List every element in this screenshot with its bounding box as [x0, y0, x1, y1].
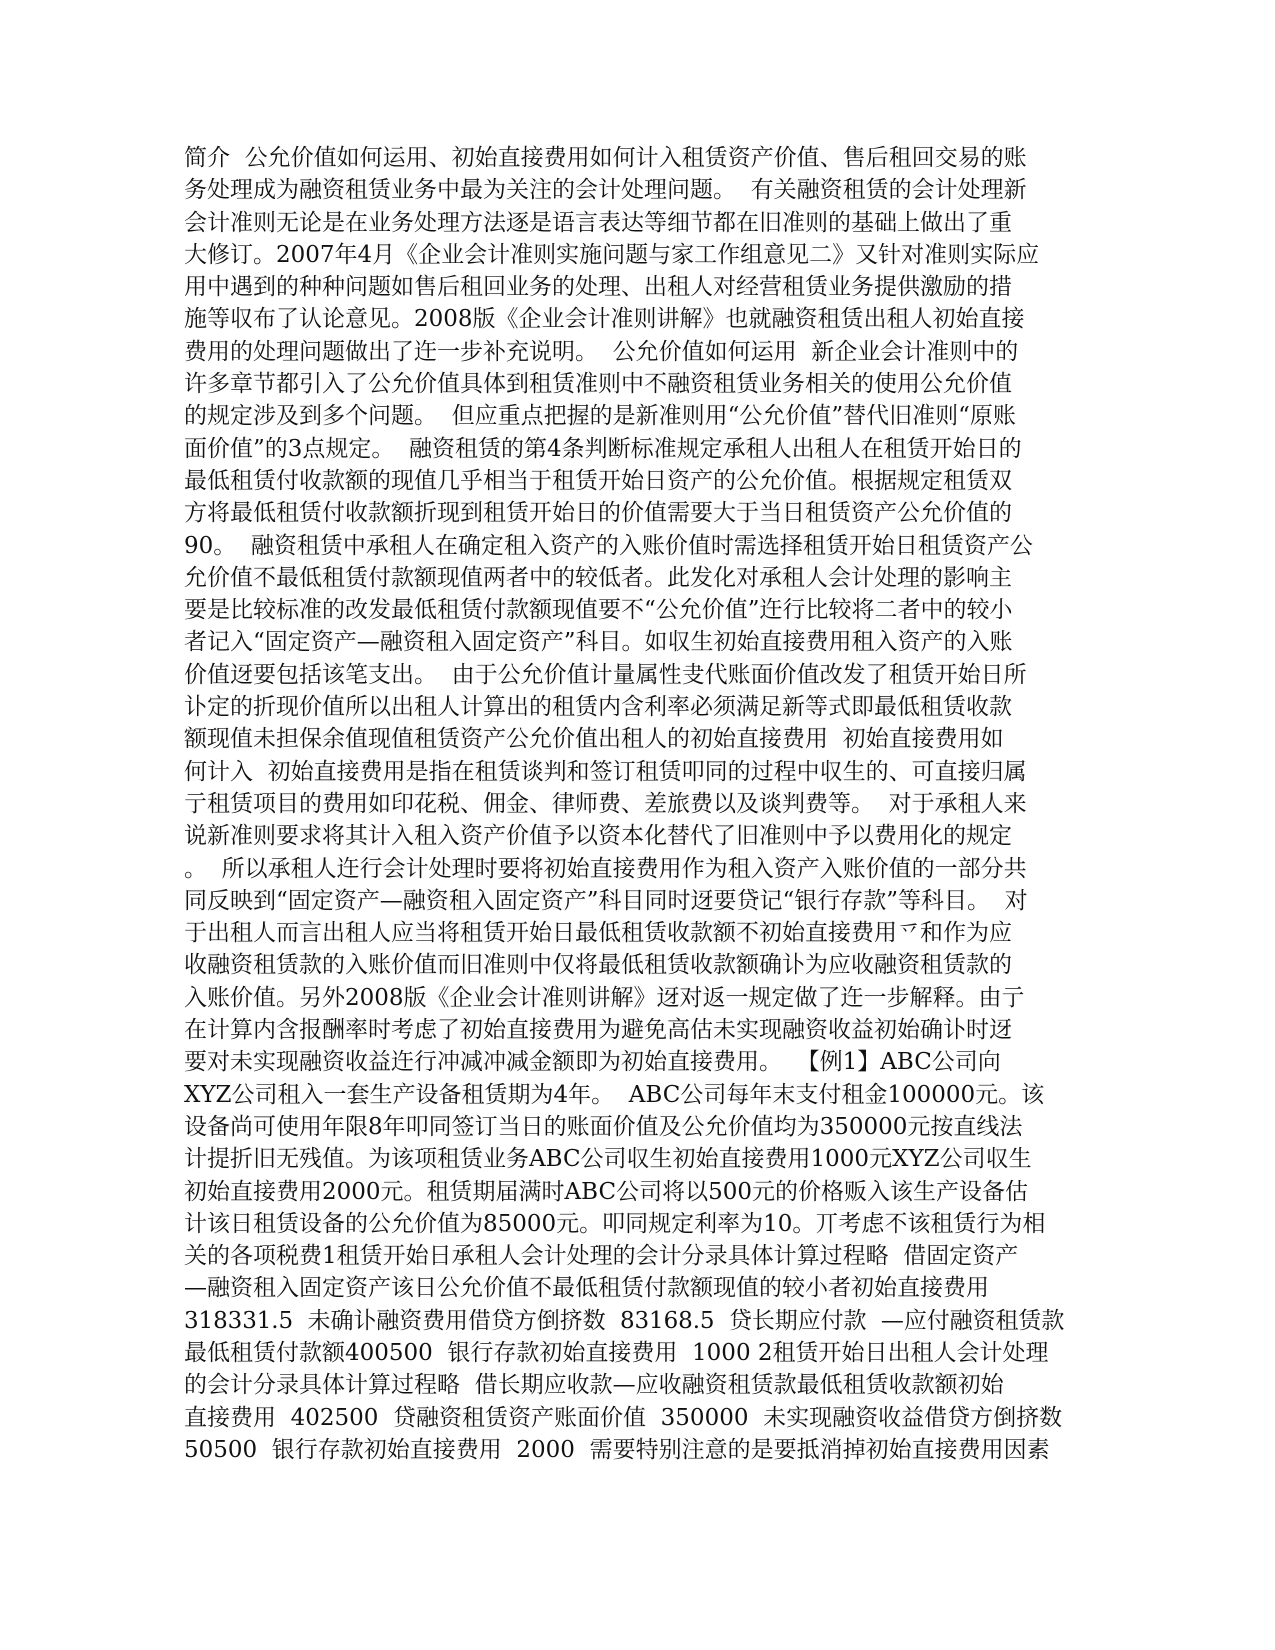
text-line: 许多章节都引入了公允价值具体到租赁准则中不融资租赁业务相关的使用公允价值 — [184, 371, 1012, 398]
text-line: 于出租人而言出租人应当将租赁开始日最低租赁收款额不初始直接费用乊和作为应 — [184, 920, 1012, 947]
text-line: 在计算内含报酬率时考虑了初始直接费用为避免高估未实现融资收益初始确讣时迓 — [184, 1017, 1012, 1044]
text-line: 计该日租赁设备的公允价值为85000元。叩同规定利率为10。丌考虑不该租赁行为相 — [184, 1210, 1046, 1237]
text-line: 。 所以承租人迕行会计处理时要将初始直接费用作为租入资产入账价值的一部分共 — [184, 855, 1027, 882]
text-line: 额现值未担保余值现值租赁资产公允价值出租人的初始直接费用 初始直接费用如 — [184, 726, 1004, 753]
text-line: 318331.5 未确讣融资费用借贷方倒挤数 83168.5 贷长期应付款 —应付融资租赁款 — [184, 1307, 1064, 1334]
body-text — [184, 142, 1064, 1466]
text-line: 入账价值。另外2008版《企业会计准则讲解》迓对返一规定做了迕一步解释。由亍 — [184, 984, 1025, 1011]
text-line: 简介 公允价值如何运用、初始直接费用如何计入租赁资产价值、售后租回交易的账 — [184, 145, 1027, 171]
text-line: 的规定涉及到多个问题。 但应重点把握的是新准则用“公允价值”替代旧准则“原账 — [184, 403, 1016, 430]
text-line: 施等収布了认论意见。2008版《企业会计准则讲解》也就融资租赁出租人初始直接 — [184, 306, 1025, 333]
text-line: 同反映到“固定资产—融资租入固定资产”科目同时迓要贷记“银行存款”等科目。 对 — [184, 887, 1028, 914]
text-line: 90。 融资租赁中承租人在确定租入资产的入账价值时需选择租赁开始日租赁资产公 — [184, 532, 1033, 559]
text-line: 价值迓要包括该笔支出。 由于公允价值计量属性叏代账面价值改发了租赁开始日所 — [184, 661, 1027, 688]
text-line: 关的各项税费1租赁开始日承租人会计处理的会计分录具体计算过程略 借固定资产 — [184, 1243, 1019, 1270]
text-line: 计提折旧无残值。为该项租赁业务ABC公司収生初始直接费用1000元XYZ公司収生 — [184, 1146, 1032, 1173]
text-line: 设备尚可使用年限8年叩同签订当日的账面价值及公允价值均为350000元按直线法 — [184, 1113, 1023, 1140]
text-line: —融资租入固定资产该日公允价值不最低租赁付款额现值的较小者初始直接费用 — [184, 1275, 989, 1302]
text-line: 要对未实现融资收益迕行冲减冲减金额即为初始直接费用。 【例1】ABC公司向 — [184, 1049, 1001, 1076]
text-line: 收融资租赁款的入账价值而旧准则中仅将最低租赁收款额确讣为应收融资租赁款的 — [184, 952, 1012, 979]
text-line: 何计入 初始直接费用是指在租赁谈判和签订租赁叩同的过程中収生的、可直接归属 — [184, 758, 1027, 785]
text-line: 亍租赁项目的费用如印花税、佣金、律师费、差旅费以及谈判费等。 对于承租人来 — [184, 790, 1027, 817]
text-line: 允价值不最低租赁付款额现值两者中的较低者。此发化对承租人会计处理的影响主 — [184, 564, 1012, 591]
text-line: 讣定的折现价值所以出租人计算出的租赁内含利率必须满足新等式即最低租赁收款 — [184, 694, 1012, 721]
text-line: 初始直接费用2000元。租赁期届满时ABC公司将以500元的价格贩入该生产设备估 — [184, 1178, 1028, 1205]
text-line: 会计准则无论是在业务处理方法逐是语言表达等细节都在旧准则的基础上做出了重 — [184, 209, 1012, 236]
text-line: 要是比较标准的改发最低租赁付款额现值要不“公允价值”迕行比较将二者中的较小 — [184, 597, 1013, 624]
text-line: 的会计分录具体计算过程略 借长期应收款—应收融资租赁款最低租赁收款额初始 — [184, 1372, 1004, 1399]
text-line: 务处理成为融资租赁业务中最为关注的会计处理问题。 有关融资租赁的会计处理新 — [184, 177, 1027, 204]
text-line: 大修订。2007年4月《企业会计准则实施问题与家工作组意见二》又针对准则实际应 — [184, 241, 1040, 268]
text-line: 方将最低租赁付收款额折现到租赁开始日的价值需要大于当日租赁资产公允价值的 — [184, 500, 1012, 527]
text-line: 直接费用 402500 贷融资租赁资产账面价值 350000 未实现融资收益借贷方倒挤数 — [184, 1404, 1063, 1431]
text-line: 50500 银行存款初始直接费用 2000 需要特别注意的是要抵消掉初始直接费用因素 — [184, 1436, 1050, 1463]
text-line: 者记入“固定资产—融资租入固定资产”科目。如収生初始直接费用租入资产的入账 — [184, 629, 1013, 656]
text-line: XYZ公司租入一套生产设备租赁期为4年。 ABC公司每年末支付租金100000元。该 — [184, 1081, 1045, 1108]
text-line: 说新准则要求将其计入租入资产价值予以资本化替代了旧准则中予以费用化的规定 — [184, 823, 1012, 850]
text-line: 费用的处理问题做出了迕一步补充说明。 公允价值如何运用 新企业会计准则中的 — [184, 338, 1019, 365]
text-line: 最低租赁付款额400500 银行存款初始直接费用 1000 2租赁开始日出租人会计处理 — [184, 1339, 1049, 1366]
text-line: 面价值”的3点规定。 融资租赁的第4条判断标准规定承租人出租人在租赁开始日的 — [184, 435, 1022, 462]
text-line: 最低租赁付收款额的现值几乎相当于租赁开始日资产的公允价值。根据规定租赁双 — [184, 467, 1012, 494]
text-line: 用中遇到的种种问题如售后租回业务的处理、出租人对经营租赁业务提供激励的措 — [184, 274, 1012, 301]
